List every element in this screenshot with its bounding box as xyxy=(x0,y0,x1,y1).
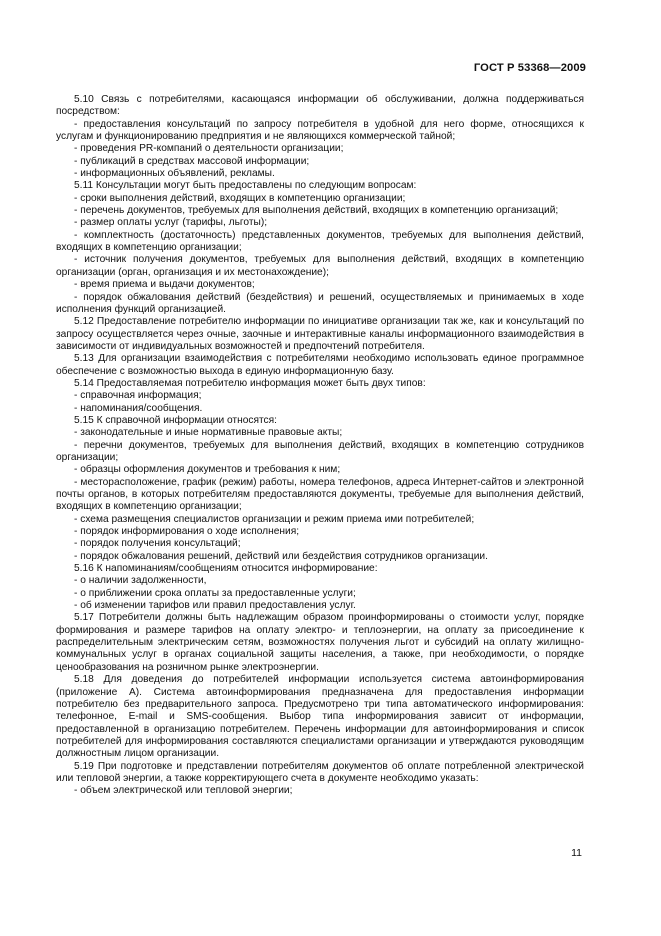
document-header: ГОСТ Р 53368—2009 xyxy=(473,62,586,74)
list-item: - сроки выполнения действий, входящих в компетенцию организации; xyxy=(74,192,406,204)
list-item: - перечень документов, требуемых для выполнения действий, входящих в компетенцию организаций; xyxy=(74,205,559,217)
list-item: - справочная информация; xyxy=(74,390,202,402)
list-item: - об изменении тарифов или правил предоставления услуг. xyxy=(74,600,356,612)
paragraph: 5.16 К напоминаниям/сообщениям относится информирование: xyxy=(74,563,378,575)
document-body xyxy=(56,94,584,798)
list-item: - законодательные и иные нормативные правовые акты; xyxy=(74,427,343,439)
paragraph: 5.13 Для организации взаимодействия с потребителями необходимо использовать единое программное обеспечение с возможностью выхода в единую информационную базу. xyxy=(56,353,584,377)
paragraph: 5.18 Для доведения до потребителей информации используется система автоинформирования (приложение А). Система автоинформирования предназначена для предоставления информации потребителю без предварительного запроса. Предусмотрено три типа автоматического информирования: телефонное, E-mail и SMS-сообщения. Выбор типа информирования зависит от информации, предоставленной в организацию потребителем. Перечень информации для автоинформирования и список потребителей для информирования составляются специалистами организации и утверждаются руководящим должностным лицом организации. xyxy=(56,674,584,760)
list-item: - время приема и выдачи документов; xyxy=(74,279,255,291)
paragraph: 5.12 Предоставление потребителю информации по инициативе организации так же, как и консультаций по запросу осуществляется через очные, заочные и интерактивные каналы информационного взаимодействия в зависимости от индивидуальных возможностей и предпочтений потребителя. xyxy=(56,316,584,352)
list-item: - публикаций в средствах массовой информации; xyxy=(74,155,310,167)
paragraph: 5.19 При подготовке и представлении потребителям документов об оплате потребленной электрической или тепловой энергии, а также корректирующего счета в документе необходимо указать: xyxy=(56,760,584,784)
list-item: - порядок информирования о ходе исполнения; xyxy=(74,526,300,538)
list-item: - предоставления консультаций по запросу потребителя в удобной для него форме, относящихся к услугам и функционированию предприятия и не являющихся коммерческой тайной; xyxy=(56,118,584,143)
list-item: - объем электрической или тепловой энергии; xyxy=(74,785,293,797)
paragraph: 5.11 Консультации могут быть предоставлены по следующим вопросам: xyxy=(74,180,417,192)
list-item: - порядок получения консультаций; xyxy=(74,538,241,550)
paragraph: 5.10 Связь с потребителями, касающаяся информации об обслуживании, должна поддерживаться посредством: xyxy=(56,94,584,118)
list-item: - порядок обжалования действий (бездействия) и решений, осуществляемых и принимаемых в ходе исполнения функций организацией. xyxy=(56,291,584,315)
paragraph: 5.17 Потребители должны быть надлежащим образом проинформированы о стоимости услуг, порядке формирования и размере тарифов на оплату электро- и теплоэнергии, на оплату за присоединение к распределительным электрическим сетям, возможностях получения льгот и субсидий на оплату жилищно-коммунальных услуг в органах социальной защиты населения, а также, при необходимости, о порядке ценообразования на розничном рынке электроэнергии. xyxy=(56,612,584,673)
list-item: - месторасположение, график (режим) работы, номера телефонов, адреса Интернет-сайтов и электронной почты органов, в которых потребителям предоставляются документы, требуемые для выполнения действий, входящих в компетенцию организации; xyxy=(56,476,584,513)
list-item: - проведения PR-компаний о деятельности организации; xyxy=(74,143,344,155)
list-item: - комплектность (достаточность) представленных документов, требуемых для выполнения действий, входящих в компетенцию организации; xyxy=(56,229,584,254)
list-item: - о наличии задолженности, xyxy=(74,575,207,587)
list-item: - источник получения документов, требуемых для выполнения действий, входящих в компетенцию организации (орган, организация и их местонахождение); xyxy=(56,254,584,278)
list-item: - информационных объявлений, рекламы. xyxy=(74,168,275,180)
list-item: - о приближении срока оплаты за предоставленные услуги; xyxy=(74,587,356,599)
list-item: - напоминания/сообщения. xyxy=(74,402,203,414)
list-item: - схема размещения специалистов организации и режим приема ими потребителей; xyxy=(74,513,475,525)
list-item: - перечни документов, требуемых для выполнения действий, входящих в компетенцию сотрудников организации; xyxy=(56,439,584,463)
paragraph: 5.15 К справочной информации относятся: xyxy=(74,414,277,426)
page-number: 11 xyxy=(571,847,582,859)
list-item: - порядок обжалования решений, действий или бездействия сотрудников организации. xyxy=(74,550,488,562)
paragraph: 5.14 Предоставляемая потребителю информация может быть двух типов: xyxy=(74,377,426,389)
list-item: - размер оплаты услуг (тарифы, льготы); xyxy=(74,217,268,229)
list-item: - образцы оформления документов и требования к ним; xyxy=(74,464,341,476)
